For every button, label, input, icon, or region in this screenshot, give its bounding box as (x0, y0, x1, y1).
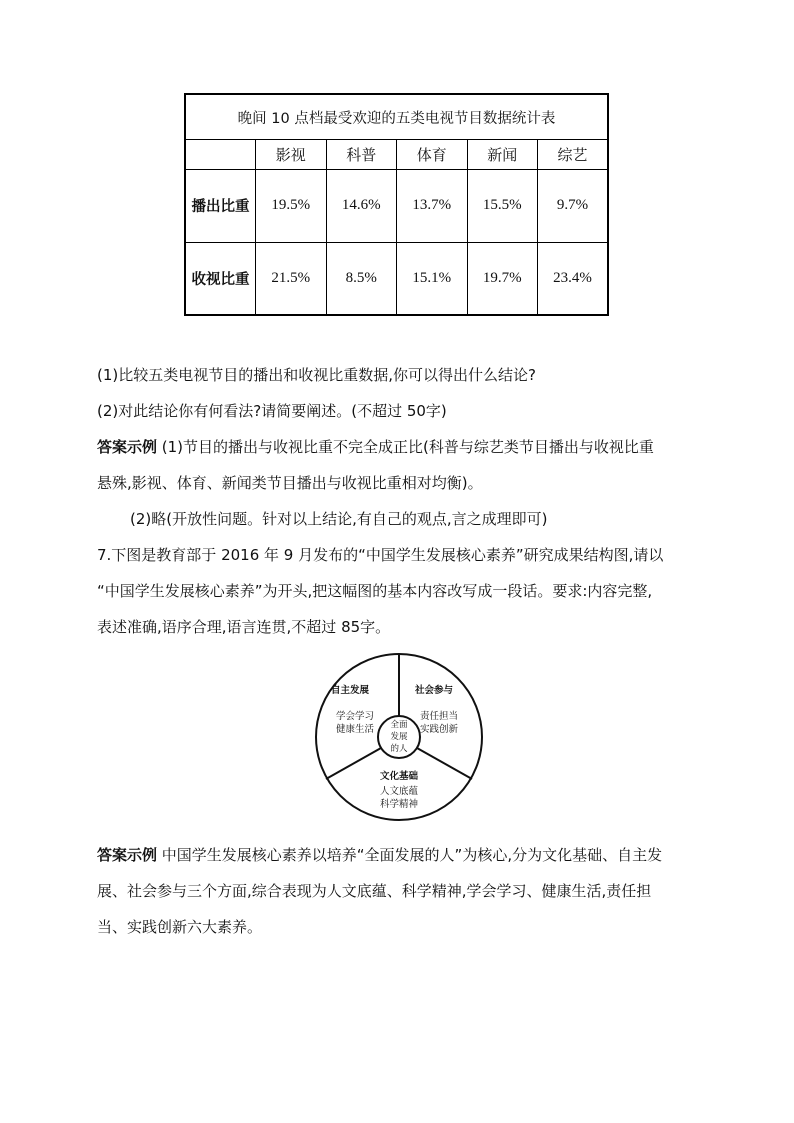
table-cell: 14.6% (326, 170, 397, 242)
column-header: 综艺 (538, 140, 609, 170)
table-cell: 21.5% (256, 242, 327, 315)
section-item: 人文底蕴 (379, 786, 419, 797)
section-title: 自主发展 (330, 685, 370, 696)
section-item: 实践创新 (419, 724, 459, 735)
section-item: 科学精神 (379, 799, 419, 810)
core-competency-diagram (311, 651, 487, 823)
answer-6-line-1 (97, 437, 654, 457)
table-title: 晚间 10 点档最受欢迎的五类电视节目数据统计表 (185, 94, 608, 140)
divider-right (417, 748, 472, 779)
table-cell: 19.5% (256, 170, 327, 242)
section-title: 社会参与 (414, 685, 454, 696)
question-7-line-2: “中国学生发展核心素养”为开头,把这幅图的基本内容改写成一段话。要求:内容完整, (97, 582, 653, 600)
section-item: 学会学习 (335, 711, 375, 722)
answer-7-line-3: 当、实践创新六大素养。 (97, 918, 263, 936)
section-title: 文化基础 (379, 771, 419, 782)
table-cell: 9.7% (538, 170, 609, 242)
table-cell: 15.1% (397, 242, 468, 315)
table-header-row (185, 140, 608, 170)
center-label: 的人 (390, 744, 408, 754)
table-cell: 8.5% (326, 242, 397, 315)
question-7-line-1: 7.下图是教育部于 2016 年 9 月发布的“中国学生发展核心素养”研究成果结构图,请以 (97, 546, 664, 564)
row-label: 收视比重 (185, 242, 256, 315)
question-6-part-2: (2)对此结论你有何看法?请简要阐述。(不超过 50字) (97, 402, 447, 420)
column-header: 新闻 (467, 140, 538, 170)
center-label: 发展 (390, 732, 408, 742)
section-item: 责任担当 (419, 711, 459, 722)
answer-label: 答案示例 (97, 438, 158, 456)
answer-text: 中国学生发展核心素养以培养“全面发展的人”为核心,分为文化基础、自主发 (157, 846, 663, 864)
table-row (185, 170, 608, 242)
table-cell: 23.4% (538, 242, 609, 315)
answer-7-line-1 (97, 845, 662, 865)
divider-left (326, 748, 381, 779)
answer-6-line-3: (2)略(开放性问题。针对以上结论,有自己的观点,言之成理即可) (130, 510, 548, 528)
header-corner-cell (185, 140, 256, 170)
section-item: 健康生活 (335, 724, 375, 735)
statistics-table (184, 93, 609, 316)
table-row (185, 242, 608, 315)
table-cell: 13.7% (397, 170, 468, 242)
question-6-part-1: (1)比较五类电视节目的播出和收视比重数据,你可以得出什么结论? (97, 366, 536, 384)
answer-7-line-2: 展、社会参与三个方面,综合表现为人文底蕴、科学精神,学会学习、健康生活,责任担 (97, 882, 652, 900)
table-cell: 19.7% (467, 242, 538, 315)
answer-text: (1)节目的播出与收视比重不完全成正比(科普与综艺类节目播出与收视比重 (157, 438, 654, 456)
row-label: 播出比重 (185, 170, 256, 242)
center-label: 全面 (390, 720, 408, 730)
column-header: 影视 (256, 140, 327, 170)
question-7-line-3: 表述准确,语序合理,语言连贯,不超过 85字。 (97, 618, 391, 636)
column-header: 科普 (326, 140, 397, 170)
column-header: 体育 (397, 140, 468, 170)
table-cell: 15.5% (467, 170, 538, 242)
answer-6-line-2: 悬殊,影视、体育、新闻类节目播出与收视比重相对均衡)。 (97, 474, 483, 492)
answer-label: 答案示例 (97, 846, 158, 864)
